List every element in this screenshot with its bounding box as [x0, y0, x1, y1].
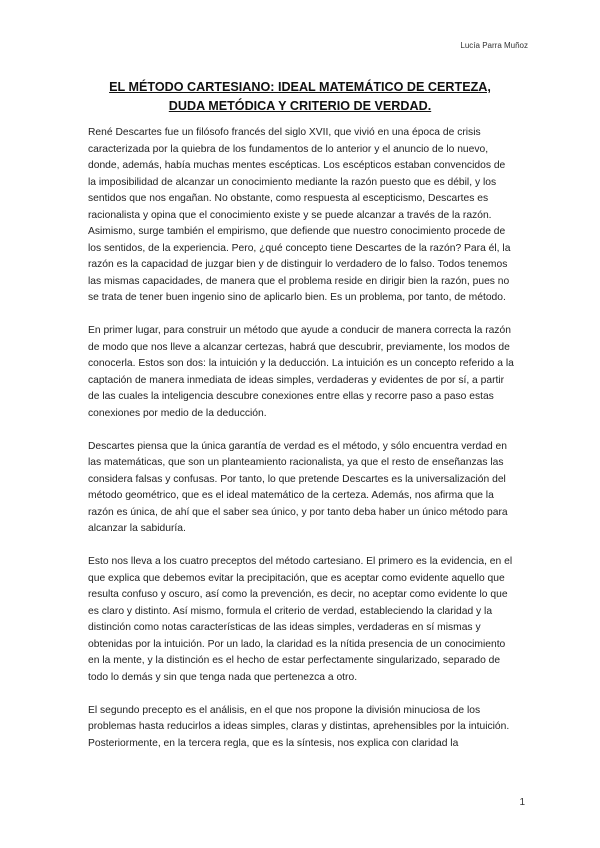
document-body	[88, 125, 514, 769]
paragraph-2: En primer lugar, para construir un método que ayude a conducir de manera correcta la razón de modo que nos lleve a alcanzar certezas, habrá que descubrir, previamente, los modos de conocerla. Estos son dos: la intuición y la deducción. La intuición es un concepto referido a la captación de manera inmediata de ideas simples, verdaderas y evidentes de por sí, a partir de las cuales la inteligencia descubre conexiones entre ellas y recorre paso a paso estas conexiones por medio de la deducción.	[88, 325, 514, 419]
paragraph-3: Descartes piensa que la única garantía de verdad es el método, y sólo encuentra verdad en las matemáticas, que son un planteamiento racionalista, ya que el resto de enseñanzas las considera falsas y confusas. Por tanto, lo que pretende Descartes es la universalización del método geométrico, que es el ideal matemático de la certeza. Además, nos afirma que la razón es única, de ahí que el saber sea único, y por tanto deba haber un único método para alcanzar la sabiduría.	[88, 440, 508, 534]
page-number: 1	[519, 797, 525, 808]
author-name: Lucía Parra Muñoz	[460, 41, 528, 50]
paragraph-4: Esto nos lleva a los cuatro preceptos del método cartesiano. El primero es la evidencia, en el que explica que debemos evitar la precipitación, que es aceptar como evidente aquello que resulta confuso y oscuro, así como la prevención, es decir, no aceptar como evidente lo que es claro y distinto. Así mismo, formula el criterio de verdad, estableciendo la claridad y la distinción como notas características de las ideas simples, verdaderas en sí mismas y obtenidas por la intuición. Por un lado, la claridad es la nítida presencia de un conocimiento en la mente, y la distinción es el hecho de estar perfectamente singularizado, separado de todo lo demás y sin que tenga nada que pertenezca a otro.	[88, 556, 513, 683]
paragraph-1: René Descartes fue un filósofo francés del siglo XVII, que vivió en una época de crisis caracterizada por la quiebra de los fundamentos de lo anterior y el anuncio de lo nuevo, donde, además, había muchas mentes escépticas. Los escépticos estaban convencidos de la imposibilidad de alcanzar un conocimiento mediante la razón puesto que es débil, y los sentidos que nos engañan. No obstante, como respuesta al escepticismo, Descartes es racionalista y opina que el conocimiento existe y se puede alcanzar a través de la razón. Asimismo, surge también el empirismo, que defiende que nuestro conocimiento procede de los sentidos, de la experiencia. Pero, ¿qué concepto tiene Descartes de la razón? Para él, la razón es la capacidad de juzgar bien y de distinguir lo verdadero de lo falso. Todos tenemos las mismas capacidades, de manera que el problema reside en dirigir bien la razón, pues no se trata de tener buen ingenio sino de aplicarlo bien. Es un problema, por tanto, de método.	[88, 127, 511, 303]
paragraph-5: El segundo precepto es el análisis, en el que nos propone la división minuciosa de los problemas hasta reducirlos a ideas simples, claras y distintas, aprehensibles por la intuición. Posteriormente, en la tercera regla, que es la síntesis, nos explica con claridad la	[88, 704, 510, 749]
document-title: EL MÉTODO CARTESIANO: IDEAL MATEMÁTICO DE CERTEZA, DUDA METÓDICA Y CRITERIO DE VERDAD.	[109, 80, 491, 113]
